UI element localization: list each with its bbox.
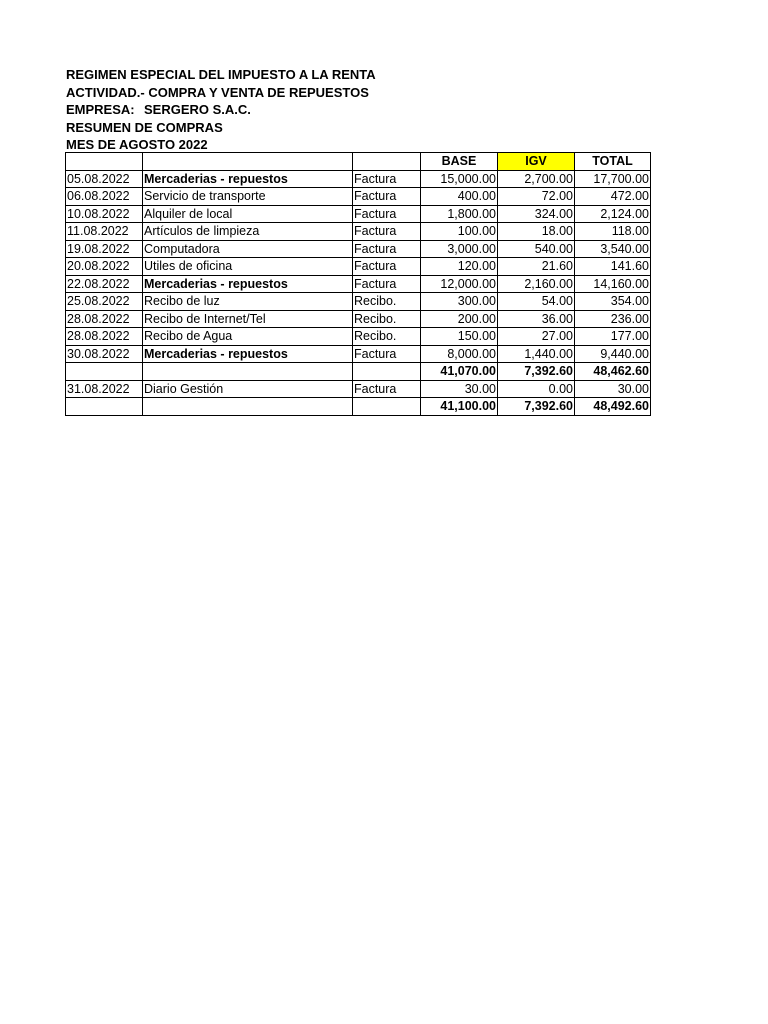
header-cell-igv: IGV	[498, 153, 575, 171]
cell-base: 3,000.00	[421, 240, 498, 258]
cell-empty	[66, 363, 143, 381]
cell-date: 25.08.2022	[66, 293, 143, 311]
cell-date: 20.08.2022	[66, 258, 143, 276]
cell-description: Recibo de Internet/Tel	[143, 310, 353, 328]
cell-document-type: Factura	[353, 170, 421, 188]
cell-igv: 27.00	[498, 328, 575, 346]
cell-description: Utiles de oficina	[143, 258, 353, 276]
cell-date: 06.08.2022	[66, 188, 143, 206]
table-row	[66, 223, 651, 241]
header-cell-document	[353, 153, 421, 171]
cell-document-type: Factura	[353, 205, 421, 223]
company-name: SERGERO S.A.C.	[144, 102, 251, 118]
cell-document-type: Factura	[353, 240, 421, 258]
cell-igv: 1,440.00	[498, 345, 575, 363]
cell-igv: 540.00	[498, 240, 575, 258]
cell-description: Computadora	[143, 240, 353, 258]
report-header	[66, 66, 376, 154]
cell-total: 472.00	[575, 188, 651, 206]
regime-title: REGIMEN ESPECIAL DEL IMPUESTO A LA RENTA	[66, 67, 376, 82]
table-row	[66, 380, 651, 398]
cell-igv: 18.00	[498, 223, 575, 241]
cell-base: 100.00	[421, 223, 498, 241]
cell-description: Artículos de limpieza	[143, 223, 353, 241]
purchases-table	[65, 152, 651, 416]
activity-line: ACTIVIDAD.- COMPRA Y VENTA DE REPUESTOS	[66, 84, 369, 100]
cell-total: 354.00	[575, 293, 651, 311]
cell-empty	[66, 398, 143, 416]
report-title: RESUMEN DE COMPRAS	[66, 119, 223, 135]
table-row	[66, 293, 651, 311]
cell-base: 1,800.00	[421, 205, 498, 223]
company-line	[66, 101, 376, 119]
header-cell-date	[66, 153, 143, 171]
subtotal-row	[66, 363, 651, 381]
table-row	[66, 328, 651, 346]
header-cell-description	[143, 153, 353, 171]
cell-document-type: Factura	[353, 275, 421, 293]
cell-date: 10.08.2022	[66, 205, 143, 223]
cell-document-type: Factura	[353, 345, 421, 363]
cell-base: 120.00	[421, 258, 498, 276]
cell-total: 2,124.00	[575, 205, 651, 223]
table-row	[66, 345, 651, 363]
table-row	[66, 205, 651, 223]
cell-base: 200.00	[421, 310, 498, 328]
cell-document-type: Factura	[353, 380, 421, 398]
cell-base: 150.00	[421, 328, 498, 346]
cell-igv: 324.00	[498, 205, 575, 223]
cell-total: 17,700.00	[575, 170, 651, 188]
cell-igv: 2,160.00	[498, 275, 575, 293]
cell-total: 14,160.00	[575, 275, 651, 293]
subtotal-igv: 7,392.60	[498, 363, 575, 381]
cell-document-type: Factura	[353, 223, 421, 241]
cell-description: Mercaderias - repuestos	[143, 345, 353, 363]
cell-description: Diario Gestión	[143, 380, 353, 398]
table-row	[66, 310, 651, 328]
subtotal-total: 48,462.60	[575, 363, 651, 381]
header-cell-total: TOTAL	[575, 153, 651, 171]
subtotal-base: 41,070.00	[421, 363, 498, 381]
cell-document-type: Factura	[353, 258, 421, 276]
cell-igv: 0.00	[498, 380, 575, 398]
cell-total: 3,540.00	[575, 240, 651, 258]
table-header-row	[66, 153, 651, 171]
header-cell-base: BASE	[421, 153, 498, 171]
cell-total: 9,440.00	[575, 345, 651, 363]
cell-igv: 36.00	[498, 310, 575, 328]
table-row	[66, 258, 651, 276]
table-row	[66, 275, 651, 293]
cell-base: 30.00	[421, 380, 498, 398]
cell-description: Mercaderias - repuestos	[143, 170, 353, 188]
cell-date: 19.08.2022	[66, 240, 143, 258]
table-row	[66, 170, 651, 188]
cell-total: 141.60	[575, 258, 651, 276]
cell-empty	[353, 363, 421, 381]
table-row	[66, 188, 651, 206]
cell-total: 236.00	[575, 310, 651, 328]
cell-document-type: Recibo.	[353, 293, 421, 311]
cell-empty	[143, 363, 353, 381]
cell-document-type: Factura	[353, 188, 421, 206]
grand-total-base: 41,100.00	[421, 398, 498, 416]
cell-igv: 54.00	[498, 293, 575, 311]
report-period: MES DE AGOSTO 2022	[66, 137, 208, 153]
cell-document-type: Recibo.	[353, 310, 421, 328]
cell-igv: 2,700.00	[498, 170, 575, 188]
cell-base: 12,000.00	[421, 275, 498, 293]
cell-base: 400.00	[421, 188, 498, 206]
cell-empty	[143, 398, 353, 416]
cell-total: 30.00	[575, 380, 651, 398]
cell-date: 22.08.2022	[66, 275, 143, 293]
company-label: EMPRESA:	[66, 102, 135, 118]
cell-igv: 21.60	[498, 258, 575, 276]
cell-description: Recibo de Agua	[143, 328, 353, 346]
cell-total: 177.00	[575, 328, 651, 346]
cell-igv: 72.00	[498, 188, 575, 206]
grand-total-row	[66, 398, 651, 416]
cell-document-type: Recibo.	[353, 328, 421, 346]
cell-total: 118.00	[575, 223, 651, 241]
cell-base: 8,000.00	[421, 345, 498, 363]
cell-description: Alquiler de local	[143, 205, 353, 223]
cell-date: 11.08.2022	[66, 223, 143, 241]
cell-description: Recibo de luz	[143, 293, 353, 311]
cell-description: Mercaderias - repuestos	[143, 275, 353, 293]
cell-base: 15,000.00	[421, 170, 498, 188]
cell-description: Servicio de transporte	[143, 188, 353, 206]
grand-total-total: 48,492.60	[575, 398, 651, 416]
table-row	[66, 240, 651, 258]
cell-date: 05.08.2022	[66, 170, 143, 188]
grand-total-igv: 7,392.60	[498, 398, 575, 416]
cell-date: 30.08.2022	[66, 345, 143, 363]
cell-base: 300.00	[421, 293, 498, 311]
cell-empty	[353, 398, 421, 416]
cell-date: 28.08.2022	[66, 310, 143, 328]
cell-date: 31.08.2022	[66, 380, 143, 398]
cell-date: 28.08.2022	[66, 328, 143, 346]
